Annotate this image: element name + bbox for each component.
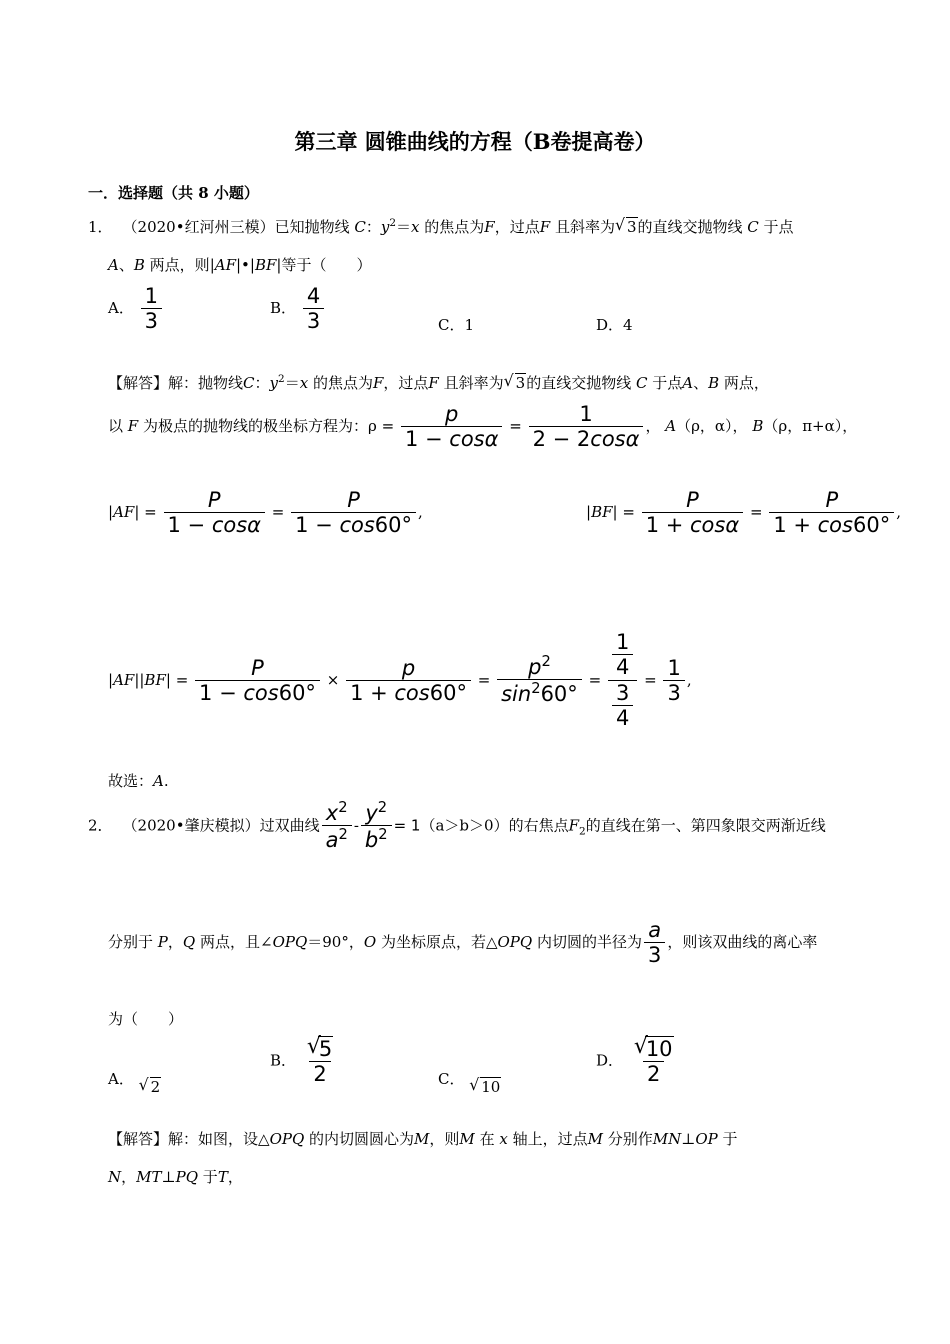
q1-solution-af: |AF| = $\frac{P}{1 - \cos\alpha}$ = $\frac{P}{1 - \cos 60^\circ}$ , [108,488,423,538]
q1-solution-bf: |BF| = $\frac{P}{1 + \cos\alpha}$ = $\frac{P}{1 + \cos 60^\circ}$ , [586,488,901,538]
q2-line2: 分别于 P，Q 两点，且∠OPQ＝90°，O 为坐标原点，若△OPQ 内切圆的半径为 $\frac{a}{3}$ ，则该双曲线的离心率 [108,918,818,968]
q2-solution-line1: 【解答】解：如图，设△OPQ 的内切圆圆心为M，则M 在 x 轴上，过点M 分别作MN⊥OP 于 [108,1130,738,1148]
q2-option-b[interactable]: B． √ 5 2 [270,1034,333,1087]
q1-option-b[interactable]: B． $\frac{4}{3}$ [270,284,326,334]
q1-solution-line1: 【解答】解：抛物线C：$y^2=x$ 的焦点为F，过点F 且斜率为 √ 3的直线交抛物线 C 于点A、B 两点， [108,371,769,392]
q1-line2: A、B 两点，则|AF|•|BF|等于（ ） [108,256,372,274]
q2-solution-line2: N，MT⊥PQ 于T， [108,1168,243,1186]
q2-option-c[interactable]: C． √ 10 [438,1070,501,1096]
page-title: 第三章 圆锥曲线的方程（B卷提高卷） [294,129,656,154]
q1-solution-product: |AF||BF| = $\frac{P}{1 - \cos 60^\circ}$ × $\frac{p}{1 + \cos 60^\circ}$ = $\frac{p^2}{\sin^260^\circ}$ = $\frac{\frac{1}{4}}{\frac{3}{4}}$ = $\frac{1}{3}$ , [108,630,692,731]
solution-tag: 【解答】 [108,1130,169,1148]
q2-option-d[interactable]: D． √ 10 2 [596,1034,673,1087]
q1-number: 1． [88,218,113,236]
solution-tag: 【解答】 [108,374,169,392]
q1-conclusion: 故选：A. [108,772,169,790]
q1-option-c[interactable]: C．1 [438,316,475,334]
q2-line1: 2． （2020•肇庆模拟）过双曲线 $\frac{x^2}{a^2}$ - $\frac{y^2}{b^2}$ = 1（a＞b＞0）的右焦点$F_2$的直线在第一、第四象限交两渐近线 [88,799,826,853]
q1-option-a[interactable]: A． $\frac{1}{3}$ [108,284,164,334]
q1-line1: 1． （2020•红河州三模）已知抛物线 C：$y^2=x$ 的焦点为F，过点F 且斜率为 √ 3的直线交抛物线 C 于点 [88,215,794,236]
q1-option-d[interactable]: D．4 [596,316,633,334]
q2-option-a[interactable]: A． √ 2 [108,1070,161,1096]
section-heading: 一．选择题（共 8 小题） [88,184,259,202]
q1-solution-polar-equation: 以 F 为极点的抛物线的极坐标方程为：ρ = $\frac{p}{1 - \cos\alpha}$ = $\frac{1}{2 - 2\cos\alpha}$ ， A（ρ，α）， B（ρ，π+α）， [108,402,858,452]
q2-line3: 为（ ） [108,1010,184,1028]
q2-number: 2． [88,816,113,835]
sqrt3-expr: √ 3 [614,215,637,236]
